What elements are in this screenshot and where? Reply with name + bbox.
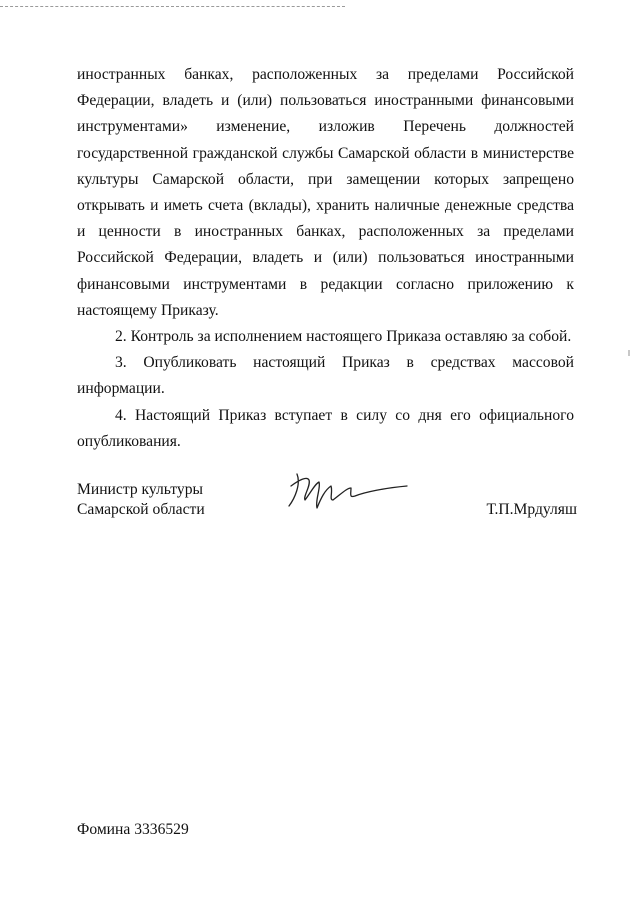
paragraph-continuation: иностранных банках, расположенных за пределами Российской Федерации, владеть и (или) пользоваться иностранными финансовыми инструментами» изменение, изложив Перечень должностей государственной гражданской службы Самарской области в министерстве культуры Самарской области, при замещении которых запрещено открывать и иметь счета (вклады), хранить наличные денежные средства и ценности в иностранных банках, расположенных за пределами Российской Федерации, владеть и (или) пользоваться иностранными финансовыми инструментами в редакции согласно приложению к настоящему Приказу.	[77, 66, 574, 319]
margin-mark	[628, 350, 630, 356]
top-dashed-rule	[0, 6, 345, 7]
signer-name: Т.П.Мрдуляш	[486, 501, 577, 518]
signature-block	[77, 480, 577, 540]
signer-position-line-1: Министр культуры	[77, 481, 203, 498]
signer-position	[77, 480, 205, 520]
paragraph-item-3: 3. Опубликовать настоящий Приказ в средствах массовой информации.	[77, 354, 574, 398]
signer-position-line-2: Самарской области	[77, 501, 205, 518]
handwritten-signature	[285, 466, 415, 516]
document-body	[77, 62, 574, 455]
paragraph-item-4: 4. Настоящий Приказ вступает в силу со дня его официального опубликования.	[77, 406, 574, 450]
executor-contact: Фомина 3336529	[77, 821, 189, 838]
paragraph-item-2: 2. Контроль за исполнением настоящего Приказа оставляю за собой.	[115, 328, 572, 346]
